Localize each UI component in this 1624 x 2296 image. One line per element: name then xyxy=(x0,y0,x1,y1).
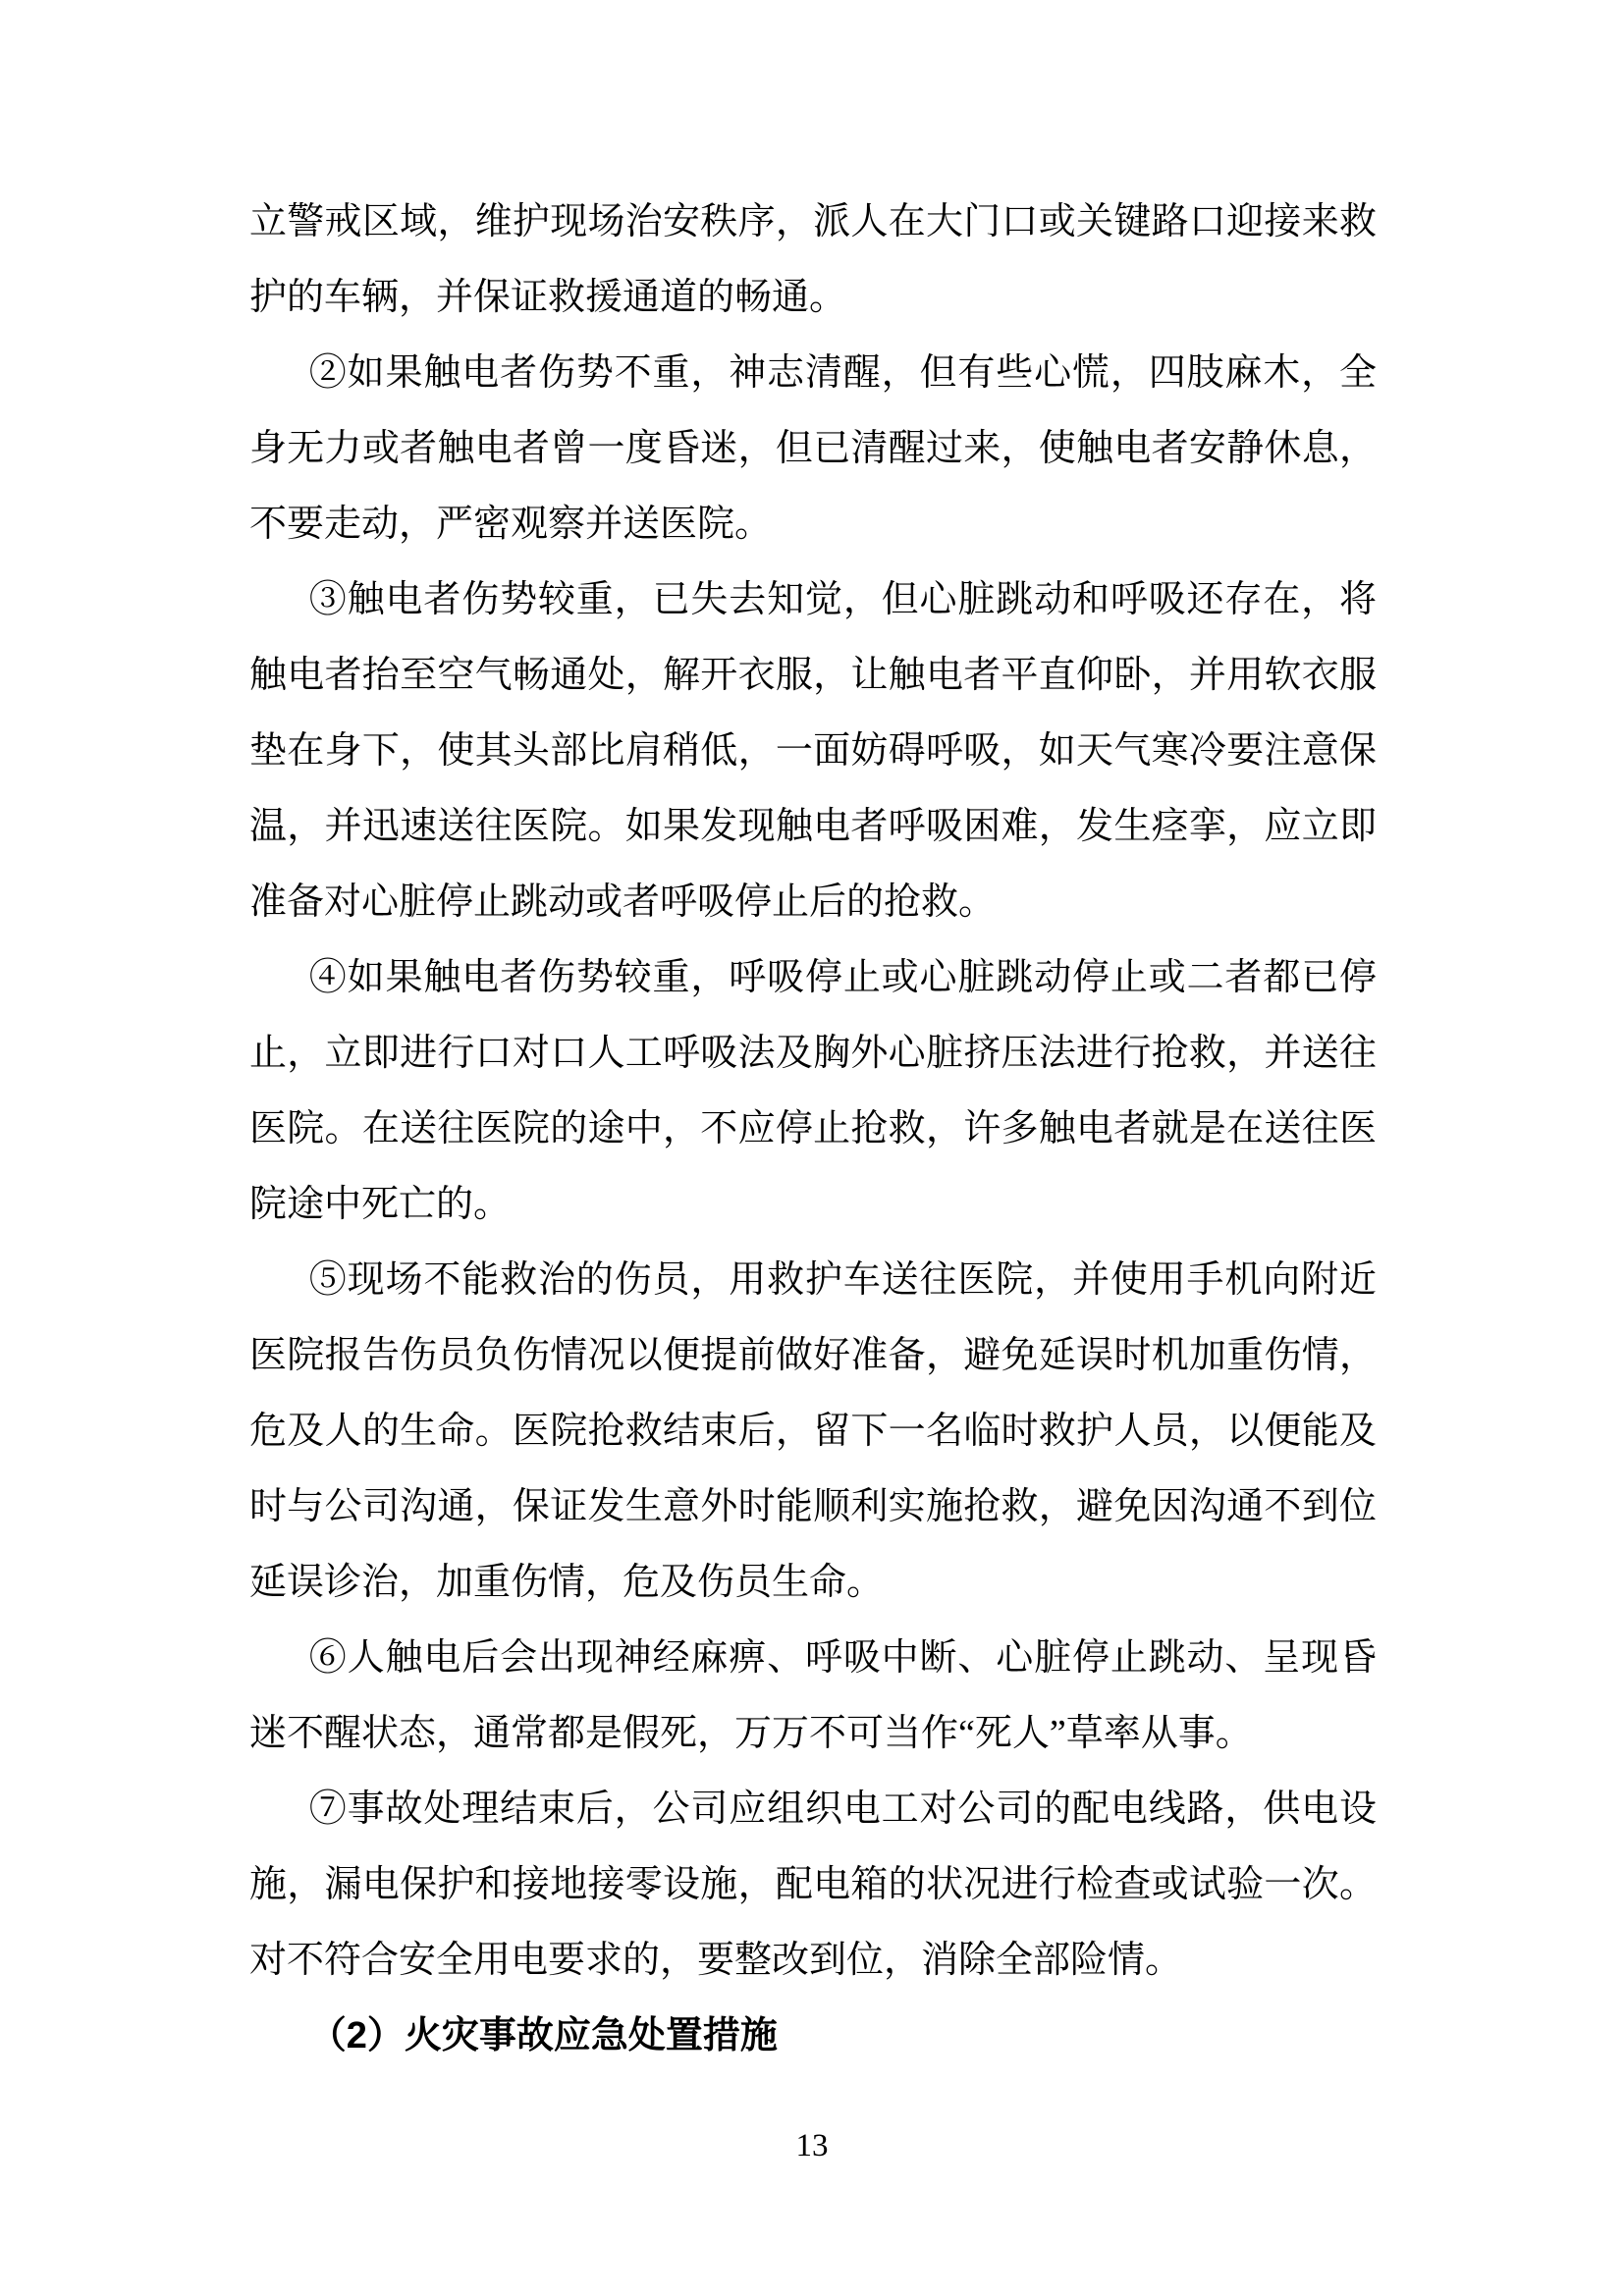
text-line: 准备对心脏停止跳动或者呼吸停止后的抢救。 xyxy=(249,881,997,923)
text-line: 医院。在送往医院的途中，不应停止抢救，许多触电者就是在送往医 xyxy=(249,1108,1377,1149)
text-line: 院途中死亡的。 xyxy=(249,1184,512,1225)
paragraph xyxy=(249,336,1377,562)
text-line: 立警戒区域，维护现场治安秩序，派人在大门口或关键路口迎接来救 xyxy=(249,201,1377,242)
page-number: 13 xyxy=(795,2128,829,2163)
section-heading: （2）火灾事故应急处置措施 xyxy=(308,2015,778,2056)
text-line: 身无力或者触电者曾一度昏迷，但已清醒过来，使触电者安静休息， xyxy=(249,428,1377,469)
text-line: 对不符合安全用电要求的，要整改到位，消除全部险情。 xyxy=(249,1940,1183,1981)
text-line: ④如果触电者伤势较重，呼吸停止或心脏跳动停止或二者都已停 xyxy=(308,957,1377,998)
text-line: 温，并迅速送往医院。如果发现触电者呼吸困难，发生痉挛，应立即 xyxy=(249,806,1377,847)
page-footer xyxy=(0,2128,1624,2164)
text-line: 医院报告伤员负伤情况以便提前做好准备，避免延误时机加重伤情， xyxy=(249,1335,1377,1376)
paragraph xyxy=(249,1621,1377,1772)
text-line: 触电者抬至空气畅通处，解开衣服，让触电者平直仰卧，并用软衣服 xyxy=(249,655,1377,696)
paragraph xyxy=(249,940,1377,1243)
text-line: 延误诊治，加重伤情，危及伤员生命。 xyxy=(249,1562,885,1603)
text-line: 时与公司沟通，保证发生意外时能顺利实施抢救，避免因沟通不到位 xyxy=(249,1486,1377,1527)
text-line: ⑦事故处理结束后，公司应组织电工对公司的配电线路，供电设 xyxy=(308,1789,1377,1830)
text-line: ③触电者伤势较重，已失去知觉，但心脏跳动和呼吸还存在，将 xyxy=(308,579,1377,620)
text-line: ⑤现场不能救治的伤员，用救护车送往医院，并使用手机向附近 xyxy=(308,1259,1377,1301)
text-line: 迷不醒状态，通常都是假死，万万不可当作“死人”草率从事。 xyxy=(249,1713,1253,1754)
document-body xyxy=(249,185,1377,2074)
text-line: 护的车辆，并保证救援通道的畅通。 xyxy=(249,277,847,318)
text-line: 不要走动，严密观察并送医院。 xyxy=(249,504,773,545)
paragraph xyxy=(249,1243,1377,1621)
text-line: 危及人的生命。医院抢救结束后，留下一名临时救护人员，以便能及 xyxy=(249,1411,1377,1452)
paragraph xyxy=(249,185,1377,336)
text-line: 垫在身下，使其头部比肩稍低，一面妨碍呼吸，如天气寒冷要注意保 xyxy=(249,730,1377,772)
text-line: ⑥人触电后会出现神经麻痹、呼吸中断、心脏停止跳动、呈现昏 xyxy=(308,1637,1377,1679)
paragraph xyxy=(249,562,1377,940)
text-line: 止，立即进行口对口人工呼吸法及胸外心脏挤压法进行抢救，并送往 xyxy=(249,1033,1377,1074)
paragraph xyxy=(249,1772,1377,1999)
text-line: ②如果触电者伤势不重，神志清醒，但有些心慌，四肢麻木，全 xyxy=(308,352,1377,394)
text-line: 施，漏电保护和接地接零设施，配电箱的状况进行检查或试验一次。 xyxy=(249,1864,1377,1905)
